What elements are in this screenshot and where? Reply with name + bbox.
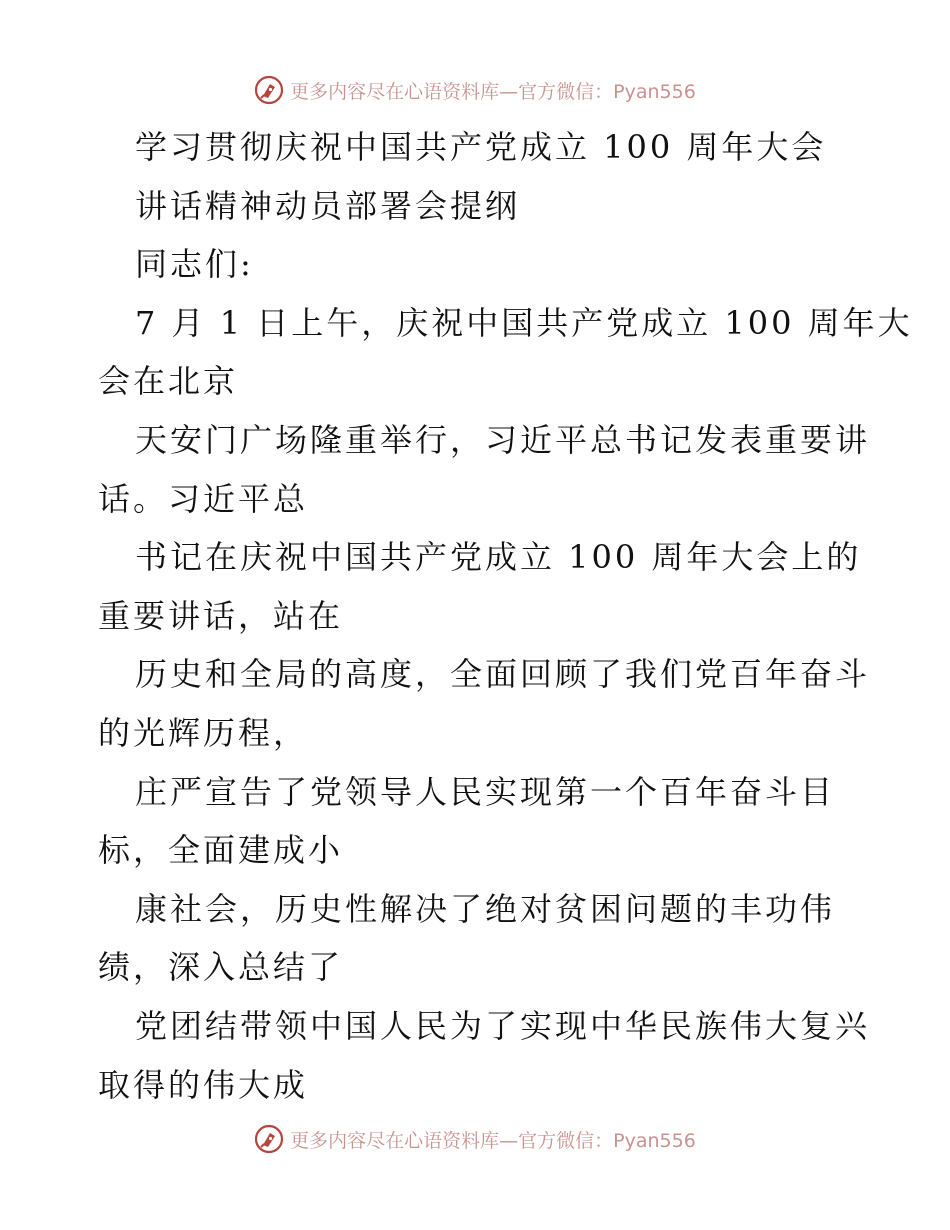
paragraph-line: 标，全面建成小 [98,831,344,870]
watermark-text: 更多内容尽在心语资料库—官方微信：Pyan556 [290,80,696,103]
paragraph-line: 党团结带领中国人民为了实现中华民族伟大复兴 [135,1006,871,1045]
footer-watermark [0,1121,950,1157]
pen-nib-logo-icon [254,1124,284,1154]
title-line-1: 学习贯彻庆祝中国共产党成立 100 周年大会 [135,128,827,166]
paragraph-line: 重要讲话，站在 [98,596,344,635]
paragraph-line: 庄严宣告了党领导人民实现第一个百年奋斗目 [135,772,836,811]
pen-nib-logo-icon [254,75,284,105]
header-watermark [0,72,950,108]
paragraph-line: 取得的伟大成 [98,1065,309,1104]
document-body [98,118,913,1114]
paragraph-line: 话。习近平总 [98,479,309,518]
paragraph-line: 康社会，历史性解决了绝对贫困问题的丰功伟 [135,889,836,928]
paragraph-line: 绩，深入总结了 [98,948,344,987]
salutation: 同志们: [135,245,254,284]
paragraph-line: 历史和全局的高度，全面回顾了我们党百年奋斗 [135,655,871,694]
paragraph-line: 的光辉历程， [98,713,309,752]
paragraph-line: 会在北京 [98,362,239,401]
title-line-2: 讲话精神动员部署会提纲 [135,186,521,225]
paragraph-line: 天安门广场隆重举行，习近平总书记发表重要讲 [135,420,871,459]
paragraph-line: 书记在庆祝中国共产党成立 100 周年大会上的 [135,538,862,577]
watermark-text: 更多内容尽在心语资料库—官方微信：Pyan556 [290,1129,696,1152]
paragraph-line: 7 月 1 日上午，庆祝中国共产党成立 100 周年大 [135,303,913,342]
